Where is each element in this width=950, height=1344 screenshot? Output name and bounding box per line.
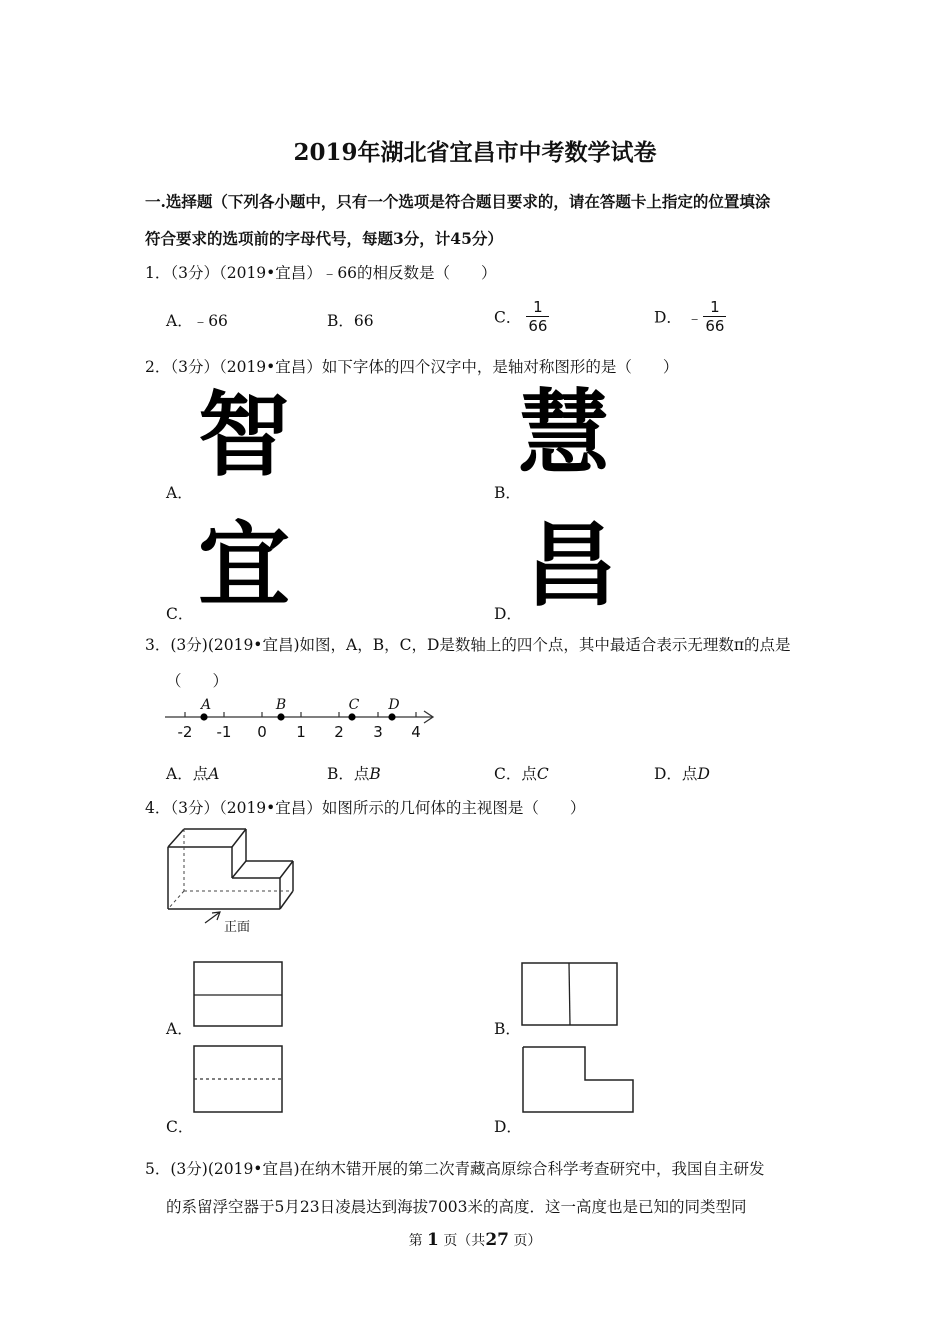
q3-option-a [166,762,219,784]
question-5-line2: 的系留浮空器于5月23日凌晨达到海拔7003米的高度．这一高度也是已知的同类型同 [166,1198,747,1216]
question-5-line1: 5．(3分)(2019•宜昌)在纳木错开展的第二次青藏高原综合科学考查研究中，我国自主研发 [145,1160,765,1178]
footer-prefix: 第 [408,1233,423,1249]
q4-option-d-label: D． [494,1118,522,1136]
q2-char-yi: 宜 [198,512,291,619]
q1-option-d-denominator: 66 [705,317,725,335]
q1-option-d-label: D． [654,308,682,327]
tick-label: 2 [334,723,344,741]
point-b-label: B [275,697,287,713]
question-4-text: 4．（3分）（2019•宜昌）如图所示的几何体的主视图是（ ） [145,799,586,817]
point-c [348,713,355,720]
q3-option-c [494,762,549,784]
q3-option-b [327,762,381,784]
q1-option-c-numerator: 1 [533,298,543,316]
q4-option-a-figure [192,960,286,1030]
q1-option-d-fraction [703,298,726,335]
point-c-label: C [348,697,360,713]
q3-option-a-label: A．点 [166,765,209,783]
footer-total-pages: 27 [485,1230,509,1250]
tick-label: 1 [296,723,306,741]
point-b [277,713,284,720]
q3-option-a-var: A [208,765,220,783]
question-1-text: 1．（3分）（2019•宜昌）﹣66的相反数是（ ） [145,264,497,282]
q1-option-b: B．66 [327,312,374,330]
page-title: 2019年湖北省宜昌市中考数学试卷 [293,139,657,166]
question-3-text: 3．(3分)(2019•宜昌)如图，A，B，C，D是数轴上的四个点，其中最适合表示无理数π的点是 [145,636,791,654]
q2-char-zhi: 智 [198,382,291,489]
q4-option-b-figure [520,961,622,1029]
footer-suffix: 页） [513,1233,542,1249]
q1-option-c-fraction [526,298,549,335]
q3-option-d [654,762,710,784]
question-2-text: 2．（3分）（2019•宜昌）如下字体的四个汉字中，是轴对称图形的是（ ） [145,358,679,376]
q3-option-d-label: D．点 [654,765,698,783]
q4-option-a-label: A． [166,1020,193,1038]
q2-char-chang: 昌 [525,512,618,619]
geometry-solid-figure [160,825,305,940]
q3-option-d-var: D [697,765,710,783]
q2-option-d-label: D． [494,605,522,623]
q2-option-b-label: B． [494,484,521,502]
tick-label: 3 [373,723,383,741]
q1-option-d-sign: ﹣ [686,308,703,327]
q3-option-b-var: B [369,765,381,783]
q4-option-b-label: B． [494,1020,521,1038]
number-line-figure [160,695,445,743]
q1-option-d [654,298,726,335]
q3-option-b-label: B．点 [327,765,370,783]
section-heading-line2: 符合要求的选项前的字母代号，每题3分，计45分） [145,229,503,248]
q4-option-c-figure [192,1044,286,1116]
tick-label: 0 [257,723,267,741]
q1-option-c-label: C． [494,308,522,327]
footer-middle: 页（共 [443,1233,486,1249]
point-a [200,713,207,720]
front-view-label: 正面 [224,920,251,935]
tick-label: -2 [177,723,193,741]
q2-option-a-label: A． [166,484,193,502]
point-a-label: A [200,697,212,713]
point-d-label: D [388,697,400,713]
q1-option-d-numerator: 1 [710,298,720,316]
q1-option-c [494,298,549,335]
page-footer [0,1230,950,1250]
section-heading-line1: 一.选择题（下列各小题中，只有一个选项是符合题目要求的，请在答题卡上指定的位置填涂 [145,192,771,211]
q2-option-c-label: C． [166,605,194,623]
tick-label: -1 [216,723,232,741]
q1-option-c-denominator: 66 [528,317,548,335]
q4-option-c-label: C． [166,1118,194,1136]
q3-option-c-label: C．点 [494,765,537,783]
question-3-paren: （ ） [166,672,229,690]
q3-option-c-var: C [536,765,549,783]
tick-label: 4 [411,723,421,741]
point-d [388,713,395,720]
footer-page-number: 1 [427,1230,439,1250]
q1-option-a: A．﹣66 [166,312,228,330]
q2-char-hui: 慧 [518,380,611,487]
q4-option-d-figure [521,1045,637,1117]
